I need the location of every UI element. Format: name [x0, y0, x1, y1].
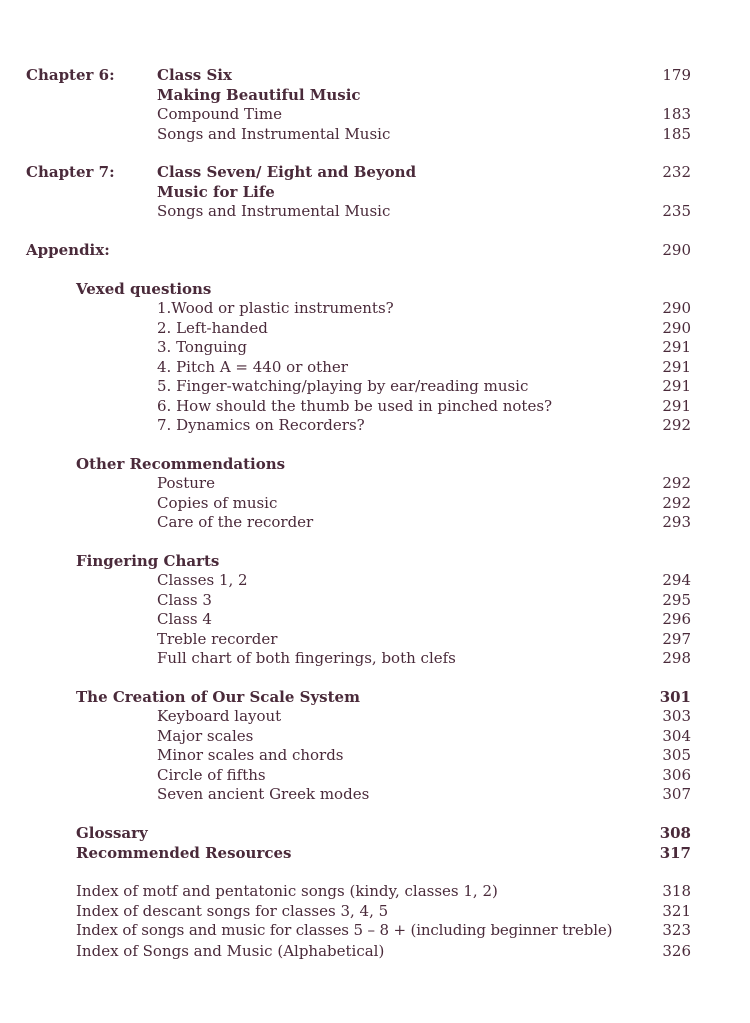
resources-page: 317: [659, 844, 691, 862]
toc-entry: Minor scales and chords: [157, 746, 344, 764]
toc-entry: 7. Dynamics on Recorders?: [157, 416, 365, 434]
glossary-page: 308: [659, 824, 691, 842]
toc-entry: Classes 1, 2: [157, 571, 248, 589]
toc-entry: Care of the recorder: [157, 513, 314, 531]
toc-page-number: 292: [662, 494, 691, 512]
toc-page-number: 297: [662, 630, 691, 648]
toc-page-number: 291: [662, 358, 691, 376]
index-page-number: 321: [662, 902, 691, 920]
toc-entry: 4. Pitch A = 440 or other: [157, 358, 348, 376]
toc-page-number: 183: [662, 105, 691, 123]
toc-entry: Songs and Instrumental Music: [157, 202, 391, 220]
index-page-number: 318: [662, 882, 691, 900]
toc-page-number: 294: [662, 571, 691, 589]
toc-entry: 5. Finger-watching/playing by ear/reading music: [157, 377, 529, 395]
glossary-label: Glossary: [76, 824, 148, 842]
toc-page-number: 296: [662, 610, 691, 628]
chapter-7-subtitle: Music for Life: [157, 183, 275, 201]
chapter-7-label: Chapter 7:: [26, 163, 115, 181]
toc-entry: Major scales: [157, 727, 254, 745]
toc-page-number: 292: [662, 416, 691, 434]
section-heading-scale: The Creation of Our Scale System: [76, 688, 360, 706]
section-heading-other: Other Recommendations: [76, 455, 286, 473]
appendix-page: 290: [662, 241, 691, 259]
appendix-label: Appendix:: [26, 241, 110, 259]
toc-entry: Class 3: [157, 591, 212, 609]
toc-page-number: 305: [662, 746, 691, 764]
toc-page-number: 291: [662, 397, 691, 415]
index-entry: Index of songs and music for classes 5 – 8 + (including beginner treble): [76, 921, 613, 939]
index-entry: Index of Songs and Music (Alphabetical): [76, 942, 385, 960]
toc-page-number: 293: [662, 513, 691, 531]
section-heading-fingering: Fingering Charts: [76, 552, 220, 570]
toc-entry: Songs and Instrumental Music: [157, 125, 391, 143]
toc-page-number: 291: [662, 338, 691, 356]
toc-page-number: 306: [662, 766, 691, 784]
toc-page-number: 185: [662, 125, 691, 143]
toc-entry: 6. How should the thumb be used in pinched notes?: [157, 397, 553, 415]
toc-entry: Full chart of both fingerings, both clefs: [157, 649, 456, 667]
toc-entry: Copies of music: [157, 494, 278, 512]
toc-page-number: 295: [662, 591, 691, 609]
toc-page-number: 304: [662, 727, 691, 745]
resources-label: Recommended Resources: [76, 844, 292, 862]
toc-entry: Compound Time: [157, 105, 282, 123]
toc-entry: 3. Tonguing: [157, 338, 247, 356]
index-entry: Index of motf and pentatonic songs (kindy, classes 1, 2): [76, 882, 498, 900]
chapter-6-page: 179: [662, 66, 691, 84]
index-page-number: 323: [662, 921, 691, 939]
toc-entry: Keyboard layout: [157, 707, 282, 725]
section-heading-vexed: Vexed questions: [76, 280, 212, 298]
toc-page-number: 292: [662, 474, 691, 492]
toc-page-number: 291: [662, 377, 691, 395]
toc-page-number: 307: [662, 785, 691, 803]
toc-entry: Seven ancient Greek modes: [157, 785, 370, 803]
index-page-number: 326: [662, 942, 691, 960]
index-entry: Index of descant songs for classes 3, 4, 5: [76, 902, 389, 920]
toc-entry: Treble recorder: [157, 630, 278, 648]
toc-page-number: 290: [662, 319, 691, 337]
toc-page-number: 235: [662, 202, 691, 220]
chapter-7-page: 232: [662, 163, 691, 181]
toc-entry: Circle of fifths: [157, 766, 266, 784]
toc-page-number: 298: [662, 649, 691, 667]
chapter-6-title: Class Six: [157, 66, 232, 84]
toc-entry: Posture: [157, 474, 215, 492]
toc-page-number: 303: [662, 707, 691, 725]
toc-entry: 1.Wood or plastic instruments?: [157, 299, 394, 317]
chapter-6-subtitle: Making Beautiful Music: [157, 86, 361, 104]
scale-section-page: 301: [659, 688, 691, 706]
toc-entry: 2. Left-handed: [157, 319, 268, 337]
toc-entry: Class 4: [157, 610, 212, 628]
toc-page-number: 290: [662, 299, 691, 317]
chapter-6-label: Chapter 6:: [26, 66, 115, 84]
chapter-7-title: Class Seven/ Eight and Beyond: [157, 163, 417, 181]
